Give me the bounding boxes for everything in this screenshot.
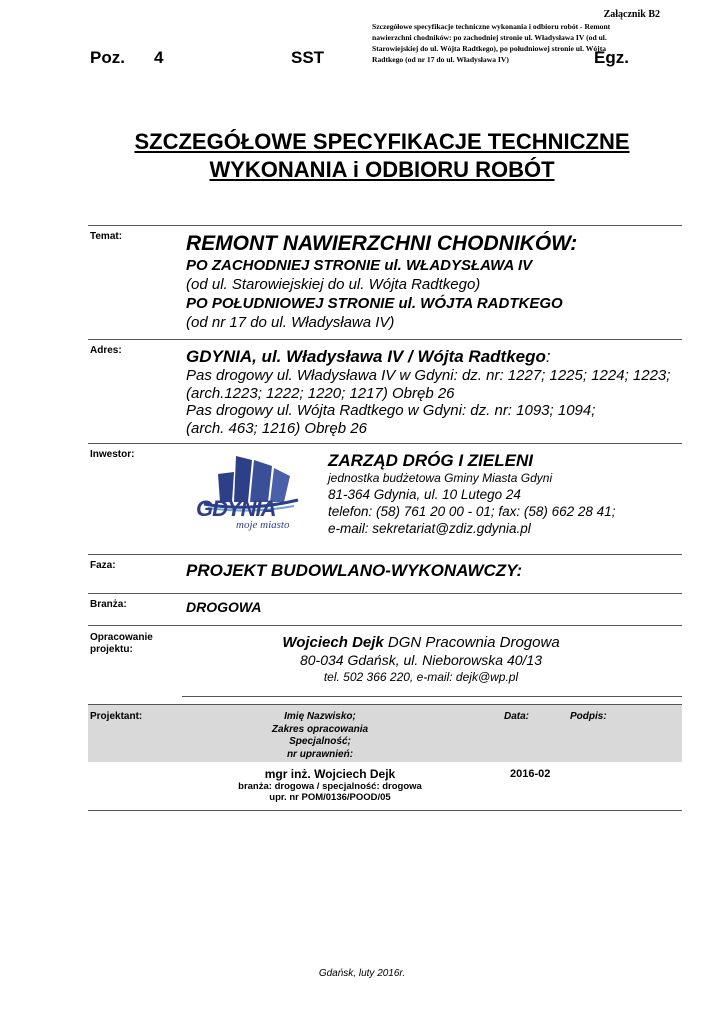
temat-block: REMONT NAWIERZCHNI CHODNIKÓW: PO ZACHODNIEJ STRONIE ul. WŁADYSŁAWA IV (od ul. Starowiejskiej do ul. Wójta Radtkego) PO POŁUDNIOWEJ STRONIE ul. WÓJTA RADTKEGO (od nr 17 do ul. Władysława IV) — [186, 232, 578, 331]
projektant-date: 2016-02 — [510, 768, 551, 780]
divider-temat — [88, 225, 682, 226]
projektant-col-date: Data: — [504, 711, 530, 722]
label-adres: Adres: — [90, 345, 122, 356]
label-projektant: Projektant: — [90, 711, 143, 722]
logo-tagline: moje miasto — [236, 519, 290, 531]
branza-value: DROGOWA — [186, 599, 262, 615]
label-faza: Faza: — [90, 560, 116, 571]
divider-inwestor — [88, 443, 682, 444]
faza-value: PROJEKT BUDOWLANO-WYKONAWCZY: — [186, 561, 523, 580]
label-branza: Branża: — [90, 599, 127, 610]
adres-block: GDYNIA, ul. Władysława IV / Wójta Radtkego: Pas drogowy ul. Władysława IV w Gdyni: dz. nr: 1227; 1225; 1224; 1223; (arch.1223; 1222; 1220; 1217) Obręb 26 Pas drogowy ul. Wójta Radtkego w Gdyni: dz. nr: 1093; 1094; (arch. 463; 1216) Obręb 26 — [186, 347, 671, 437]
projektant-col-sign: Podpis: — [570, 711, 607, 722]
divider-projektant-bottom — [88, 810, 682, 811]
logo-text: GDYNIA — [196, 496, 276, 521]
divider-faza — [88, 554, 682, 555]
label-temat: Temat: — [90, 231, 123, 242]
label-opracowanie: Opracowanie projektu: — [90, 632, 153, 655]
divider-opracowanie-bottom — [182, 696, 682, 697]
footer-place-date: Gdańsk, luty 2016r. — [318, 968, 406, 979]
sst-label: SST — [291, 48, 325, 67]
document-title: SZCZEGÓŁOWE SPECYFIKACJE TECHNICZNE WYKONANIA i ODBIORU ROBÓT — [134, 129, 630, 182]
divider-adres — [88, 339, 682, 340]
poz-value: 4 — [154, 48, 164, 67]
label-inwestor: Inwestor: — [90, 449, 135, 460]
opracowanie-block: Wojciech Dejk DGN Pracownia Drogowa 80-034 Gdańsk, ul. Nieborowska 40/13 tel. 502 366 220, e-mail: dejk@wp.pl — [282, 634, 560, 684]
divider-opracowanie — [88, 625, 682, 626]
gdynia-logo — [194, 450, 302, 536]
divider-branza — [88, 593, 682, 594]
attachment-label: Załącznik B2 — [603, 9, 660, 20]
projektant-person: mgr inż. Wojciech Dejk branża: drogowa / specjalność: drogowa upr. nr POM/0136/POOD/05 — [238, 767, 422, 803]
egz-label: Egz. — [594, 48, 629, 67]
inwestor-block: ZARZĄD DRÓG I ZIELENI jednostka budżetowa Gminy Miasta Gdyni 81-364 Gdynia, ul. 10 Lutego 24 telefon: (58) 761 20 00 - 01; fax: (58) 662 28 41; e-mail: sekretariat@zdiz.gdynia.pl — [328, 451, 616, 536]
poz-label: Poz. — [90, 48, 125, 67]
header-note: Szczegółowe specyfikacje techniczne wykonania i odbioru robót - Remont nawierzchni chodników: po zachodniej stronie ul. Władysława IV (od ul. Starowiejskiej do ul. Wójta Radtkego), po południowej stronie ul. Wójta Radtkego (od nr 17 do ul. Władysława IV) — [372, 22, 611, 64]
projektant-col-name: Imię Nazwisko; Zakres opracowania Specjalność; nr uprawnień: — [271, 711, 369, 760]
